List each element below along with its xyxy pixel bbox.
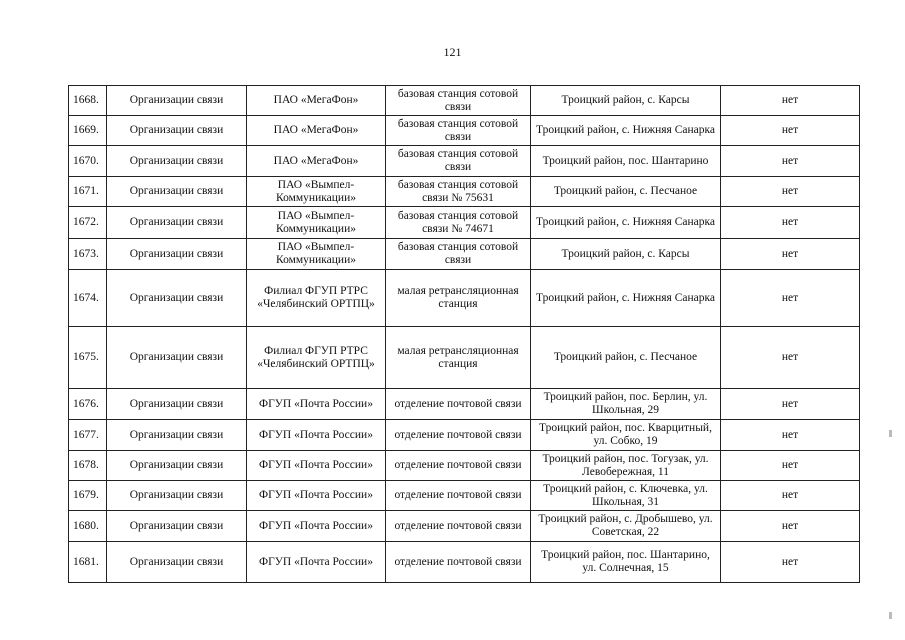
object-type-cell: базовая станция сотовой связи: [386, 86, 531, 116]
row-number-cell: 1674.: [69, 270, 107, 327]
organization-cell: ФГУП «Почта России»: [247, 389, 386, 420]
value-cell: нет: [721, 177, 860, 207]
object-type-cell: отделение почтовой связи: [386, 389, 531, 420]
address-cell: Троицкий район, с. Карсы: [531, 86, 721, 116]
row-number-cell: 1678.: [69, 451, 107, 481]
object-type-cell: отделение почтовой связи: [386, 481, 531, 511]
organization-cell: ПАО «Вымпел-Коммуникации»: [247, 207, 386, 239]
address-cell: Троицкий район, с. Ключевка, ул. Школьная, 31: [531, 481, 721, 511]
address-cell: Троицкий район, с. Нижняя Санарка: [531, 207, 721, 239]
table-row: [69, 86, 860, 116]
value-cell: нет: [721, 86, 860, 116]
table-row: [69, 511, 860, 542]
table-row: [69, 270, 860, 327]
value-cell: нет: [721, 481, 860, 511]
object-type-cell: базовая станция сотовой связи: [386, 146, 531, 177]
organization-cell: ПАО «МегаФон»: [247, 146, 386, 177]
object-type-cell: отделение почтовой связи: [386, 542, 531, 583]
organization-cell: ПАО «Вымпел-Коммуникации»: [247, 177, 386, 207]
organization-cell: ФГУП «Почта России»: [247, 511, 386, 542]
table-row: [69, 327, 860, 389]
category-cell: Организации связи: [107, 207, 247, 239]
organization-cell: ПАО «МегаФон»: [247, 116, 386, 146]
table-row: [69, 389, 860, 420]
row-number-cell: 1676.: [69, 389, 107, 420]
organization-cell: ФГУП «Почта России»: [247, 481, 386, 511]
address-cell: Троицкий район, с. Дробышево, ул. Советская, 22: [531, 511, 721, 542]
table-row: [69, 146, 860, 177]
organization-cell: Филиал ФГУП РТРС «Челябинский ОРТПЦ»: [247, 270, 386, 327]
category-cell: Организации связи: [107, 116, 247, 146]
row-number-cell: 1679.: [69, 481, 107, 511]
address-cell: Троицкий район, пос. Тогузак, ул. Левобережная, 11: [531, 451, 721, 481]
table-row: [69, 451, 860, 481]
value-cell: нет: [721, 207, 860, 239]
organization-cell: ФГУП «Почта России»: [247, 420, 386, 451]
value-cell: нет: [721, 511, 860, 542]
table-row: [69, 116, 860, 146]
scan-edge-mark: [889, 612, 892, 619]
address-cell: Троицкий район, пос. Шантарино: [531, 146, 721, 177]
value-cell: нет: [721, 542, 860, 583]
table-row: [69, 177, 860, 207]
category-cell: Организации связи: [107, 270, 247, 327]
object-type-cell: отделение почтовой связи: [386, 420, 531, 451]
table-body: [69, 86, 860, 583]
object-type-cell: отделение почтовой связи: [386, 451, 531, 481]
value-cell: нет: [721, 389, 860, 420]
category-cell: Организации связи: [107, 239, 247, 270]
category-cell: Организации связи: [107, 481, 247, 511]
category-cell: Организации связи: [107, 389, 247, 420]
registry-table: [68, 85, 860, 583]
organization-cell: ПАО «МегаФон»: [247, 86, 386, 116]
object-type-cell: базовая станция сотовой связи: [386, 239, 531, 270]
address-cell: Троицкий район, с. Песчаное: [531, 177, 721, 207]
row-number-cell: 1680.: [69, 511, 107, 542]
category-cell: Организации связи: [107, 86, 247, 116]
value-cell: нет: [721, 327, 860, 389]
table-row: [69, 542, 860, 583]
scan-edge-mark: [889, 430, 892, 437]
row-number-cell: 1673.: [69, 239, 107, 270]
object-type-cell: базовая станция сотовой связи № 74671: [386, 207, 531, 239]
value-cell: нет: [721, 239, 860, 270]
category-cell: Организации связи: [107, 451, 247, 481]
address-cell: Троицкий район, с. Нижняя Санарка: [531, 116, 721, 146]
row-number-cell: 1670.: [69, 146, 107, 177]
row-number-cell: 1668.: [69, 86, 107, 116]
object-type-cell: базовая станция сотовой связи: [386, 116, 531, 146]
value-cell: нет: [721, 116, 860, 146]
row-number-cell: 1672.: [69, 207, 107, 239]
category-cell: Организации связи: [107, 542, 247, 583]
address-cell: Троицкий район, пос. Берлин, ул. Школьная, 29: [531, 389, 721, 420]
category-cell: Организации связи: [107, 511, 247, 542]
value-cell: нет: [721, 146, 860, 177]
value-cell: нет: [721, 270, 860, 327]
value-cell: нет: [721, 420, 860, 451]
table-row: [69, 420, 860, 451]
object-type-cell: малая ретрансляционная станция: [386, 327, 531, 389]
address-cell: Троицкий район, с. Нижняя Санарка: [531, 270, 721, 327]
value-cell: нет: [721, 451, 860, 481]
address-cell: Троицкий район, с. Карсы: [531, 239, 721, 270]
organization-cell: ПАО «Вымпел-Коммуникации»: [247, 239, 386, 270]
table-row: [69, 239, 860, 270]
category-cell: Организации связи: [107, 146, 247, 177]
table-row: [69, 481, 860, 511]
address-cell: Троицкий район, с. Песчаное: [531, 327, 721, 389]
organization-cell: ФГУП «Почта России»: [247, 451, 386, 481]
object-type-cell: малая ретрансляционная станция: [386, 270, 531, 327]
address-cell: Троицкий район, пос. Шантарино, ул. Солнечная, 15: [531, 542, 721, 583]
category-cell: Организации связи: [107, 327, 247, 389]
row-number-cell: 1675.: [69, 327, 107, 389]
object-type-cell: отделение почтовой связи: [386, 511, 531, 542]
row-number-cell: 1677.: [69, 420, 107, 451]
organization-cell: Филиал ФГУП РТРС «Челябинский ОРТПЦ»: [247, 327, 386, 389]
object-type-cell: базовая станция сотовой связи № 75631: [386, 177, 531, 207]
page-number: 121: [443, 45, 462, 59]
category-cell: Организации связи: [107, 420, 247, 451]
row-number-cell: 1669.: [69, 116, 107, 146]
address-cell: Троицкий район, пос. Кварцитный, ул. Собко, 19: [531, 420, 721, 451]
category-cell: Организации связи: [107, 177, 247, 207]
organization-cell: ФГУП «Почта России»: [247, 542, 386, 583]
row-number-cell: 1681.: [69, 542, 107, 583]
table-row: [69, 207, 860, 239]
row-number-cell: 1671.: [69, 177, 107, 207]
